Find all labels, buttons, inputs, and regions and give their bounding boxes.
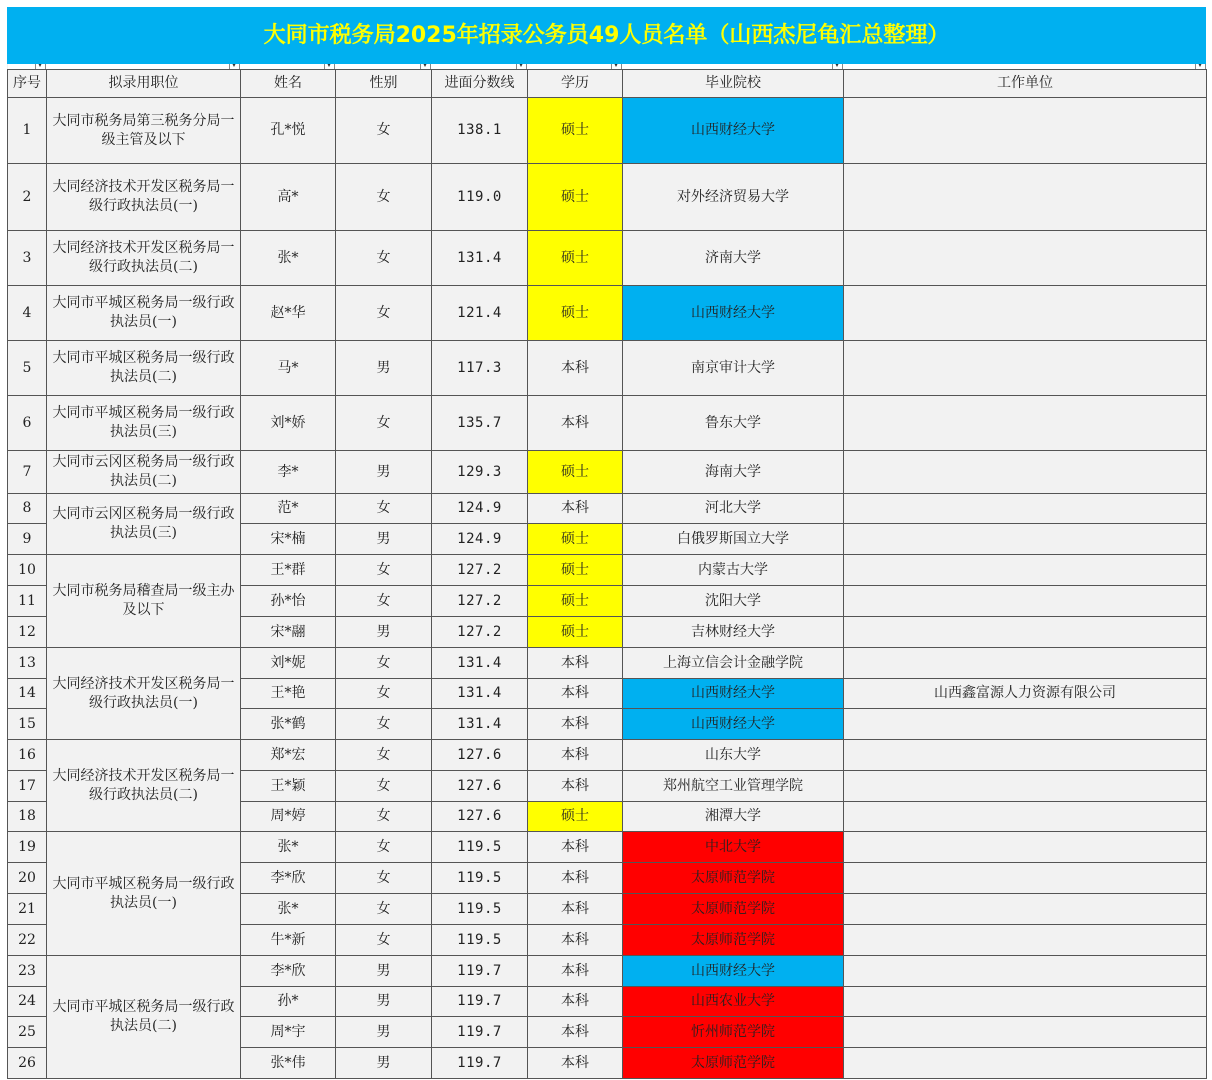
cell-school[interactable]: 太原师范学院 [623,925,844,956]
cell-position[interactable]: 大同经济技术开发区税务局一级行政执法员(一) [47,648,241,740]
cell-edu[interactable]: 本科 [528,341,623,396]
cell-no[interactable]: 21 [8,894,47,925]
cell-gender[interactable]: 女 [336,894,432,925]
cell-edu[interactable]: 硕士 [528,802,623,832]
cell-gender[interactable]: 女 [336,925,432,956]
cell-name[interactable]: 孙*怡 [241,586,336,617]
cell-gender[interactable]: 女 [336,555,432,586]
cell-name[interactable]: 孔*悦 [241,98,336,164]
cell-position[interactable]: 大同市平城区税务局一级行政执法员(三) [47,396,241,451]
cell-work[interactable] [844,396,1207,451]
cell-work[interactable] [844,555,1207,586]
cell-score[interactable]: 131.4 [432,648,528,679]
cell-no[interactable]: 7 [8,451,47,494]
cell-school[interactable]: 海南大学 [623,451,844,494]
cell-school[interactable]: 山西农业大学 [623,987,844,1017]
cell-school[interactable]: 中北大学 [623,832,844,863]
cell-position[interactable]: 大同市平城区税务局一级行政执法员(一) [47,286,241,341]
cell-gender[interactable]: 女 [336,286,432,341]
filter-dropdown-icon[interactable]: ▾ [420,64,431,70]
cell-work[interactable] [844,1017,1207,1048]
cell-name[interactable]: 李* [241,451,336,494]
cell-edu[interactable]: 硕士 [528,231,623,286]
cell-school[interactable]: 山西财经大学 [623,98,844,164]
cell-edu[interactable]: 硕士 [528,451,623,494]
cell-name[interactable]: 郑*宏 [241,740,336,771]
cell-school[interactable]: 河北大学 [623,494,844,524]
table-row [8,555,1207,586]
cell-name[interactable]: 张*鹤 [241,709,336,740]
cell-work[interactable]: 山西鑫富源人力资源有限公司 [844,679,1207,709]
cell-no[interactable]: 6 [8,396,47,451]
cell-no[interactable]: 9 [8,524,47,555]
cell-position[interactable]: 大同市税务局稽查局一级主办及以下 [47,555,241,648]
cell-edu[interactable]: 硕士 [528,555,623,586]
cell-work[interactable] [844,494,1207,524]
table-row [8,286,1207,341]
cell-edu[interactable]: 硕士 [528,524,623,555]
cell-score[interactable]: 121.4 [432,286,528,341]
cell-name[interactable]: 张*伟 [241,1048,336,1079]
cell-name[interactable]: 刘*娇 [241,396,336,451]
cell-position[interactable]: 大同市税务局第三税务分局一级主管及以下 [47,98,241,164]
cell-edu[interactable]: 本科 [528,648,623,679]
cell-edu[interactable]: 本科 [528,832,623,863]
cell-score[interactable]: 119.7 [432,987,528,1017]
cell-score[interactable]: 119.7 [432,1048,528,1079]
cell-position[interactable]: 大同市平城区税务局一级行政执法员(二) [47,341,241,396]
cell-gender[interactable]: 男 [336,987,432,1017]
cell-school[interactable]: 内蒙古大学 [623,555,844,586]
cell-position[interactable]: 大同经济技术开发区税务局一级行政执法员(二) [47,231,241,286]
cell-school[interactable]: 上海立信会计金融学院 [623,648,844,679]
header-no[interactable]: 序号 [8,70,47,98]
cell-school[interactable]: 郑州航空工业管理学院 [623,771,844,802]
cell-no[interactable]: 16 [8,740,47,771]
cell-edu[interactable]: 本科 [528,709,623,740]
cell-work[interactable] [844,771,1207,802]
cell-score[interactable]: 135.7 [432,396,528,451]
cell-name[interactable]: 高* [241,164,336,231]
cell-gender[interactable]: 女 [336,740,432,771]
table-row [8,832,1207,863]
cell-school[interactable]: 湘潭大学 [623,802,844,832]
cell-score[interactable]: 127.2 [432,617,528,648]
cell-edu[interactable]: 本科 [528,771,623,802]
cell-edu[interactable]: 本科 [528,894,623,925]
cell-gender[interactable]: 男 [336,617,432,648]
cell-no[interactable]: 1 [8,98,47,164]
cell-score[interactable]: 127.2 [432,586,528,617]
cell-no[interactable]: 8 [8,494,47,524]
cell-no[interactable]: 19 [8,832,47,863]
cell-no[interactable]: 26 [8,1048,47,1079]
cell-score[interactable]: 124.9 [432,524,528,555]
cell-gender[interactable]: 男 [336,451,432,494]
cell-no[interactable]: 15 [8,709,47,740]
cell-work[interactable] [844,98,1207,164]
cell-edu[interactable]: 本科 [528,863,623,894]
cell-school[interactable]: 山西财经大学 [623,286,844,341]
cell-name[interactable]: 范* [241,494,336,524]
filter-dropdown-icon[interactable]: ▾ [1195,64,1206,70]
header-score[interactable]: 进面分数线 [432,70,528,98]
cell-name[interactable]: 周*宇 [241,1017,336,1048]
cell-work[interactable] [844,956,1207,987]
cell-school[interactable]: 忻州师范学院 [623,1017,844,1048]
cell-no[interactable]: 3 [8,231,47,286]
cell-work[interactable] [844,894,1207,925]
cell-edu[interactable]: 硕士 [528,286,623,341]
cell-school[interactable]: 沈阳大学 [623,586,844,617]
cell-work[interactable] [844,925,1207,956]
cell-gender[interactable]: 男 [336,1048,432,1079]
cell-name[interactable]: 宋*楠 [241,524,336,555]
cell-work[interactable] [844,987,1207,1017]
sheet-title: 大同市税务局2025年招录公务员49人员名单（山西杰尼龟汇总整理） [7,7,1206,64]
cell-edu[interactable]: 本科 [528,925,623,956]
cell-no[interactable]: 5 [8,341,47,396]
table-row [8,164,1207,231]
cell-school[interactable]: 吉林财经大学 [623,617,844,648]
cell-school[interactable]: 太原师范学院 [623,894,844,925]
cell-no[interactable]: 22 [8,925,47,956]
cell-gender[interactable]: 女 [336,648,432,679]
table-row [8,740,1207,771]
cell-score[interactable]: 119.7 [432,1017,528,1048]
cell-school[interactable]: 白俄罗斯国立大学 [623,524,844,555]
cell-no[interactable]: 14 [8,679,47,709]
cell-gender[interactable]: 女 [336,863,432,894]
cell-edu[interactable]: 本科 [528,1017,623,1048]
table-row [8,494,1207,524]
cell-name[interactable]: 李*欣 [241,863,336,894]
cell-score[interactable]: 127.6 [432,771,528,802]
cell-gender[interactable]: 男 [336,956,432,987]
cell-no[interactable]: 25 [8,1017,47,1048]
cell-work[interactable] [844,802,1207,832]
cell-work[interactable] [844,863,1207,894]
cell-no[interactable]: 4 [8,286,47,341]
cell-edu[interactable]: 本科 [528,494,623,524]
filter-dropdown-icon[interactable]: ▾ [516,64,527,70]
cell-position[interactable]: 大同市平城区税务局一级行政执法员(一) [47,832,241,956]
cell-score[interactable]: 127.6 [432,740,528,771]
cell-work[interactable] [844,709,1207,740]
cell-gender[interactable]: 女 [336,98,432,164]
table-row [8,98,1207,164]
cell-name[interactable]: 王*群 [241,555,336,586]
cell-work[interactable] [844,740,1207,771]
cell-school[interactable]: 山西财经大学 [623,956,844,987]
cell-score[interactable]: 119.7 [432,956,528,987]
cell-work[interactable] [844,524,1207,555]
cell-score[interactable]: 119.5 [432,832,528,863]
cell-gender[interactable]: 男 [336,524,432,555]
cell-school[interactable]: 山西财经大学 [623,679,844,709]
cell-gender[interactable]: 女 [336,164,432,231]
cell-school[interactable]: 鲁东大学 [623,396,844,451]
cell-no[interactable]: 10 [8,555,47,586]
cell-edu[interactable]: 硕士 [528,586,623,617]
cell-work[interactable] [844,617,1207,648]
filter-dropdown-icon[interactable]: ▾ [832,64,843,70]
cell-name[interactable]: 牛*新 [241,925,336,956]
recruit-table [7,64,1207,1079]
table-row [8,451,1207,494]
cell-gender[interactable]: 女 [336,771,432,802]
cell-school[interactable]: 太原师范学院 [623,863,844,894]
cell-school[interactable]: 太原师范学院 [623,1048,844,1079]
table-row [8,341,1207,396]
cell-score[interactable]: 117.3 [432,341,528,396]
cell-edu[interactable]: 本科 [528,740,623,771]
header-name[interactable]: 姓名 [241,70,336,98]
cell-name[interactable]: 李*欣 [241,956,336,987]
cell-edu[interactable]: 本科 [528,396,623,451]
cell-school[interactable]: 济南大学 [623,231,844,286]
cell-name[interactable]: 马* [241,341,336,396]
table-row [8,648,1207,679]
cell-score[interactable]: 131.4 [432,231,528,286]
cell-no[interactable]: 20 [8,863,47,894]
cell-edu[interactable]: 硕士 [528,617,623,648]
filter-row [8,64,1207,70]
cell-gender[interactable]: 女 [336,709,432,740]
cell-no[interactable]: 2 [8,164,47,231]
cell-no[interactable]: 11 [8,586,47,617]
cell-score[interactable]: 119.5 [432,863,528,894]
cell-no[interactable]: 13 [8,648,47,679]
cell-position[interactable]: 大同经济技术开发区税务局一级行政执法员(二) [47,740,241,832]
cell-score[interactable]: 119.5 [432,894,528,925]
cell-score[interactable]: 131.4 [432,709,528,740]
cell-gender[interactable]: 女 [336,802,432,832]
cell-edu[interactable]: 本科 [528,1048,623,1079]
cell-name[interactable]: 王*颖 [241,771,336,802]
cell-score[interactable]: 129.3 [432,451,528,494]
cell-gender[interactable]: 男 [336,341,432,396]
filter-dropdown-icon[interactable]: ▾ [35,64,46,70]
header-position[interactable]: 拟录用职位 [47,70,241,98]
cell-position[interactable]: 大同市云冈区税务局一级行政执法员(三) [47,494,241,555]
cell-school[interactable]: 山西财经大学 [623,709,844,740]
cell-score[interactable]: 127.2 [432,555,528,586]
filter-dropdown-icon[interactable]: ▾ [611,64,622,70]
cell-work[interactable] [844,231,1207,286]
cell-school[interactable]: 南京审计大学 [623,341,844,396]
cell-score[interactable]: 131.4 [432,679,528,709]
header-row [8,70,1207,98]
cell-work[interactable] [844,164,1207,231]
cell-name[interactable]: 王*艳 [241,679,336,709]
cell-score[interactable]: 138.1 [432,98,528,164]
cell-gender[interactable]: 女 [336,586,432,617]
cell-name[interactable]: 宋*翮 [241,617,336,648]
cell-name[interactable]: 周*婷 [241,802,336,832]
cell-no[interactable]: 18 [8,802,47,832]
cell-school[interactable]: 对外经济贸易大学 [623,164,844,231]
cell-no[interactable]: 24 [8,987,47,1017]
filter-dropdown-icon[interactable]: ▾ [229,64,240,70]
cell-score[interactable]: 124.9 [432,494,528,524]
cell-position[interactable]: 大同经济技术开发区税务局一级行政执法员(一) [47,164,241,231]
cell-name[interactable]: 张* [241,894,336,925]
cell-work[interactable] [844,286,1207,341]
cell-score[interactable]: 127.6 [432,802,528,832]
table-row [8,231,1207,286]
cell-no[interactable]: 23 [8,956,47,987]
cell-edu[interactable]: 本科 [528,987,623,1017]
filter-dropdown-icon[interactable]: ▾ [324,64,335,70]
cell-gender[interactable]: 男 [336,1017,432,1048]
cell-edu[interactable]: 本科 [528,679,623,709]
header-edu[interactable]: 学历 [528,70,623,98]
cell-name[interactable]: 张* [241,231,336,286]
cell-work[interactable] [844,832,1207,863]
table-row [8,956,1207,987]
cell-no[interactable]: 12 [8,617,47,648]
cell-gender[interactable]: 女 [336,494,432,524]
cell-edu[interactable]: 硕士 [528,98,623,164]
header-school[interactable]: 毕业院校 [623,70,844,98]
cell-work[interactable] [844,586,1207,617]
cell-position[interactable]: 大同市平城区税务局一级行政执法员(二) [47,956,241,1079]
cell-edu[interactable]: 硕士 [528,164,623,231]
cell-no[interactable]: 17 [8,771,47,802]
cell-gender[interactable]: 女 [336,231,432,286]
cell-work[interactable] [844,341,1207,396]
cell-work[interactable] [844,451,1207,494]
cell-name[interactable]: 孙* [241,987,336,1017]
cell-edu[interactable]: 本科 [528,956,623,987]
table-row [8,396,1207,451]
cell-work[interactable] [844,648,1207,679]
cell-gender[interactable]: 女 [336,832,432,863]
cell-gender[interactable]: 女 [336,396,432,451]
cell-work[interactable] [844,1048,1207,1079]
cell-name[interactable]: 张* [241,832,336,863]
cell-name[interactable]: 赵*华 [241,286,336,341]
cell-position[interactable]: 大同市云冈区税务局一级行政执法员(二) [47,451,241,494]
header-work[interactable]: 工作单位 [844,70,1207,98]
header-gender[interactable]: 性别 [336,70,432,98]
cell-school[interactable]: 山东大学 [623,740,844,771]
cell-score[interactable]: 119.5 [432,925,528,956]
cell-gender[interactable]: 女 [336,679,432,709]
cell-score[interactable]: 119.0 [432,164,528,231]
cell-name[interactable]: 刘*妮 [241,648,336,679]
